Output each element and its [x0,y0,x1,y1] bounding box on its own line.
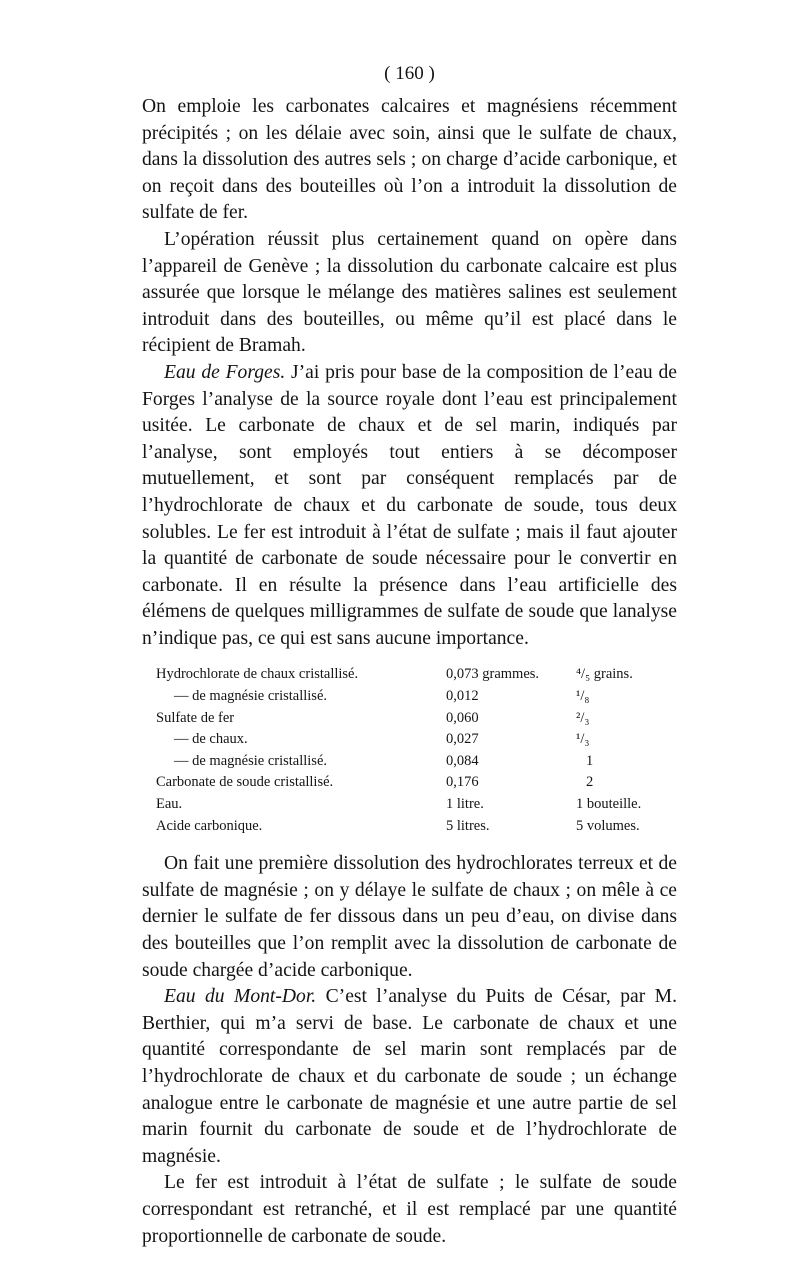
table-cell-equivalent: 1 bouteille. [576,796,642,813]
table-cell-grams: 0,060 [446,709,479,726]
section-title-eau-du-mont-dor: Eau du Mont-Dor. [164,986,317,1008]
page-number: ( 160 ) [384,63,435,84]
table-cell-equivalent: ²/₃ [576,709,590,726]
table-row [156,708,674,730]
composition-table [156,664,674,837]
table-row [156,686,674,708]
table-row [156,751,674,773]
table-cell-equivalent: ¹/₈ [576,688,590,705]
section-title-eau-de-forges: Eau de Forges. [164,361,286,383]
table-cell-equivalent: ⁴/₅ grains. [576,666,633,683]
paragraph-eau-de-forges [142,360,677,653]
table-cell-substance: Hydrochlorate de chaux cristallisé. [156,666,359,683]
table-cell-grams: 0,027 [446,731,479,748]
table-cell-grams: 1 litre. [446,796,484,813]
table-cell-grams: 0,012 [446,688,479,705]
table-row [156,794,674,816]
table-cell-grams: 0,084 [446,752,479,769]
paragraph-appareil-geneve: L’opération réussit plus certainement quand on opère dans l’appareil de Genève ; la dissolution du carbonate calcaire est plus assurée que lorsque le mélange des matières salines est seulement introduit dans des bouteilles, ou même qu’il est placé dans le récipient de Bramah. [142,228,677,357]
table-cell-substance: Eau. [156,796,183,813]
table-cell-substance: — de magnésie cristallisé. [174,752,328,769]
book-page [142,62,677,1250]
table-cell-substance: Acide carbonique. [156,817,263,834]
paragraph-eau-de-forges-text: J’ai pris pour base de la composition de l’eau de Forges l’analyse de la source royale dont l’eau est principalement usitée. Le carbonate de chaux et de sel marin, indiqués par l’analyse, sont employés tout entiers à se décomposer mutuellement, et sont par conséquent remplacés par de l’hydrochlorate de chaux et du carbonate de soude, tous deux solubles. Le fer est introduit à l’état de sulfate ; mais il faut ajouter la quantité de carbonate de soude nécessaire pour le convertir en carbonate. Il en résulte la présence dans l’eau artificielle des élémens de quelques milligrammes de sulfate de soude que lanalyse n’indique pas, ce qui est sans aucune importance. [142,361,677,649]
paragraph-eau-du-mont-dor [142,984,677,1170]
table-cell-substance: — de magnésie cristallisé. [174,688,328,705]
table-cell-grams: 0,073 grammes. [446,666,540,683]
table-row [156,729,674,751]
table-cell-grams: 5 litres. [446,817,490,834]
table-cell-substance: Carbonate de soude cristallisé. [156,774,334,791]
table-cell-equivalent: 2 [586,774,594,791]
table-row [156,664,674,686]
table-row [156,816,674,838]
paragraph-eau-du-mont-dor-text: C’est l’analyse du Puits de César, par M. Berthier, qui m’a servi de base. Le carbonate de chaux et une quantité correspondante de sel marin sont remplacés par de l’hydrochlorate de chaux et du carbonate de soude ; un échange analogue entre le carbonate de magnésie et une autre partie de sel marin fournit du carbonate de soude et de l’hydrochlorate de magnésie. [142,986,677,1167]
table-cell-substance: — de chaux. [174,731,248,748]
paragraph-carbonates: On emploie les carbonates calcaires et magnésiens récemment précipités ; on les délaie avec soin, ainsi que le sulfate de chaux, dans la dissolution des autres sels ; on charge d’acide carbonique, et on reçoit dans des bouteilles où l’on a introduit la dissolution de sulfate de fer. [142,96,677,224]
table-cell-equivalent: 5 volumes. [576,817,640,834]
paragraph-fer-sulfate: Le fer est introduit à l’état de sulfate ; le sulfate de soude correspondant est retranché, et il est remplacé par une quantité proportionnelle de carbonate de soude. [142,1172,677,1247]
paragraph-premiere-dissolution: On fait une première dissolution des hydrochlorates terreux et de sulfate de magnésie ; on y délaye le sulfate de chaux ; on mêle à ce dernier le sulfate de fer dissous dans un peu d’eau, on divise dans des bouteilles que l’on remplit avec la dissolution de carbonate de soude chargée d’acide carbonique. [142,853,677,981]
table-cell-substance: Sulfate de fer [156,709,235,726]
table-row [156,772,674,794]
table-cell-grams: 0,176 [446,774,479,791]
table-cell-equivalent: 1 [586,752,594,769]
table-cell-equivalent: ¹/₃ [576,731,590,748]
